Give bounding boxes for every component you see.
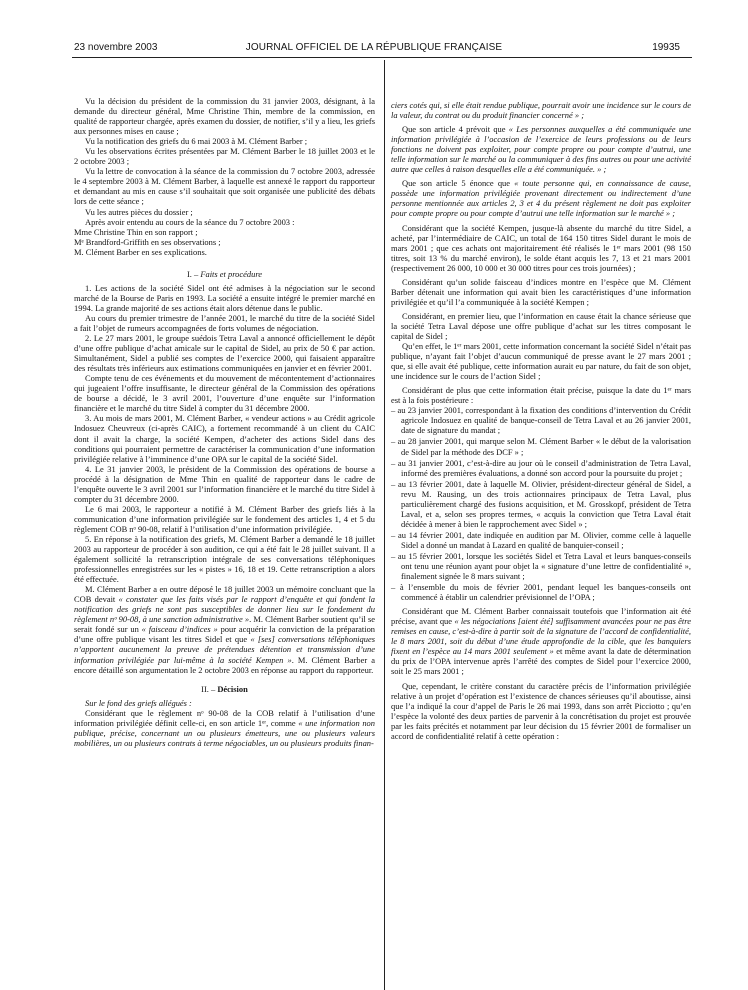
header-date: 23 novembre 2003: [74, 42, 158, 53]
visa-paragraph: Vu les observations écrites présentées par M. Clément Barber le 18 juillet 2003 et le 2 octobre 2003 ;: [74, 146, 375, 167]
section-title: Faits et procédure: [200, 268, 263, 279]
facts-paragraph: 2. Le 27 mars 2001, le groupe suédois Tetra Laval a annoncé officiellement le dépôt d’une offre publique d’achat amicale sur le capital de Sidel, au prix de 50 € par action. Simultanément, Sidel a publié ses comptes de l’exercice 2000, qui faisaient apparaître des résultats très inférieurs aux estimations communiquées en janvier et en février 2001.: [74, 333, 375, 374]
final-paragraph: Que, cependant, le critère constant du caractère précis de l’information privilégiée relative à un projet d’opération est l’existence de chances sérieuses qu’il aboutisse, ainsi que l’a indiqué la cour d’appel de Paris le 26 mai 1993, dans son arrêt Picciotto ; qu’en l’espèce la volonté des deux parties de parvenir à la concrétisation du projet est prouvée par les faits précités et notamment par leur décision du 15 février 2001 de formaliser un accord de confidentialité relatif à cette opération :: [391, 680, 691, 741]
column-divider: [384, 60, 385, 990]
visa-paragraph: Vu la décision du président de la commission du 31 janvier 2003, désignant, à la demande du directeur général, Mme Christine Thin, membre de la commission, en qualité de rapporteur chargée, après examen du dossier, de notifier, s’il y a lieu, les griefs aux personnes mises en cause ;: [74, 96, 375, 137]
considerant-text: Considérant que M. Clément Barber connaissait toutefois que l’information ait été précise, avant que: [391, 606, 691, 627]
article-4-paragraph: [391, 124, 691, 174]
list-item-text: au 14 février 2001, date indiquée en audition par M. Olivier, comme celle à laquelle Sidel a donné un mandat à Lazard en qualité de banquier-conseil ;: [398, 529, 691, 550]
reglement-quote: « une information non publique, précise, concernant un ou plusieurs émetteurs, une ou plusieurs valeurs mobilières, un ou plusieurs contrats à terme négociables, un ou plusieurs produits finan-: [74, 717, 375, 748]
list-item: – au 23 janvier 2001, correspondant à la fixation des conditions d’intervention du Crédit agricole Indosuez en qualité de banque-conseil de Tetra Laval et au 26 janvier 2001, date de signature du mandat ;: [391, 405, 691, 436]
list-item-text: à l’ensemble du mois de février 2001, pendant lequel les banques-conseils ont commencé à établir un calendrier prévisionnel de l’OPA ;: [399, 582, 691, 603]
visa-paragraph: Vu les autres pièces du dossier ;: [85, 206, 193, 217]
facts-paragraph: 1. Les actions de la société Sidel ont été admises à la négociation sur le second marché de la Bourse de Paris en 1993. La société a ensuite intégré le premier marché en 1994. La grande majorité de ses actions était alors détenue dans le public.: [74, 282, 375, 313]
list-item: – au 31 janvier 2001, c’est-à-dire au jour où le conseil d’administration de Tetra Laval, informé des premières évaluations, a donné son accord pour la poursuite du projet ;: [391, 457, 691, 478]
visa-paragraph: Après avoir entendu au cours de la séance du 7 octobre 2003 :: [85, 216, 295, 227]
article-5-paragraph: [391, 178, 691, 218]
considerant-paragraph: Qu’en effet, le 1ᵉʳ mars 2001, cette information concernant la société Sidel n’était pas publique, n’ayant fait l’objet d’aucun communiqué de presse avant le 27 mars 2001 ; que, si elle avait été publique, cette information aurait eu par nature, du fait de son objet, une incidence sur le cours de l’action Sidel ;: [391, 341, 691, 382]
article-quote: « toute personne qui, en connaissance de cause, possède une information privilégiée provenant directement ou indirectement d’une personne mentionnée aux articles 2, 3 et 4 du présent règlement ne doit pas exploiter pour compte propre ou pour compte d’autrui une telle information sur le marché » ;: [391, 178, 691, 219]
list-item-text: au 15 février 2001, lorsque les sociétés Sidel et Tetra Laval et leurs banques-conseils ont tenu une réunion ayant pour objet la « signature d’une lettre de confidentialité », finalement signée le 8 mars suivant ;: [397, 550, 691, 582]
right-column: [391, 100, 691, 741]
visa-paragraph: Vu la lettre de convocation à la séance de la commission du 7 octobre 2003, adressée le 4 septembre 2003 à M. Clément Barber, à laquelle est annexé le rapport du rapporteur et demandant au mis en cause s’il souhaitait que soit organisée une publicité des débats lors de cette séance ;: [74, 166, 375, 207]
article-quote: « Les personnes auxquelles a été communiquée une information privilégiée à l’occasion de l’exercice de leurs professions ou de leurs fonctions ne doivent pas exploiter, pour compte propre ou pour compte d’autrui, une telle information sur le marché ou la communiquer à des fins autres ou pour une activité autre que celles à raison desquelles elle a été communiquée. » ;: [391, 124, 691, 175]
memoire-text: . M. Clément Barber soutient qu’il se serait fondé sur un: [74, 614, 375, 635]
reglement-text: Considérant que le règlement nᵒ 90-08 de la COB relatif à l’utilisation d’une information privilégiée définit celle-ci, en son article 1ᵉʳ, comme: [74, 707, 375, 728]
list-item-text: au 13 février 2001, date à laquelle M. Olivier, président-directeur général de Sidel, a revu M. Rausing, un des trois actionnaires principaux de Tetra Laval, plus particulièrement chargé des fusions acquisition, et M. Grosskopf, président de Tetra Laval, et a, selon ses propres termes, « acquis la conviction que Tetra Laval était décidée à mener à bien le rapprochement avec Sidel » ;: [397, 478, 691, 529]
article-text: Que son article 5 énonce que: [402, 178, 515, 189]
memoire-quote: « [ses] conversations téléphoniques n’apportent aucunement la preuve de prétendues détention et transmission d’une information privilégiée par lui-même à la société Kempen »: [74, 634, 375, 665]
subheading: Sur le fond des griefs allégués :: [85, 697, 192, 708]
article-text: Que son article 4 prévoit que: [402, 124, 509, 135]
section-heading-facts: [74, 269, 375, 279]
visa-paragraph: Vu la notification des griefs du 6 mai 2003 à M. Clément Barber ;: [85, 136, 308, 147]
facts-paragraph: Au cours du premier trimestre de l’année 2001, le marché du titre de la société Sidel a fait l’objet de rumeurs accompagnées de forts volumes de négociation.: [74, 312, 375, 333]
memoire-quote: « constater que les faits visés par le rapport d’enquête et qui fondent la notification des griefs ne sont pas susceptibles de donner lieu sur le fondement du règlement nᵒ 90-08, à une sanction administrative »: [74, 594, 375, 625]
heard-item: Mᵉ Brandford-Griffith en ses observations ;: [74, 236, 221, 247]
list-item: – à l’ensemble du mois de février 2001, pendant lequel les banques-conseils ont commencé à établir un calendrier prévisionnel de l’OPA ;: [391, 582, 691, 603]
memoire-text: pour acquérir la conviction de la préparation d’une offre publique visant les titres Sidel et que: [74, 624, 376, 645]
list-item-text: au 28 janvier 2001, qui marque selon M. Clément Barber « le début de la valorisation de Sidel par la méthode des DCF » ;: [397, 436, 691, 457]
considerant-paragraph: Considérant de plus que cette information était précise, puisque la date du 1ᵉʳ mars est à la fois postérieure :: [391, 385, 691, 406]
quote-continuation: ciers cotés qui, si elle était rendue publique, pourrait avoir une incidence sur le cours de la valeur, du contrat ou du produit financier concerné » ;: [391, 100, 691, 121]
section-number: II. –: [201, 683, 216, 694]
considerant-text: et même avant la date de détermination du prix de l’OPA intervenue après l’arrêté des comptes de Sidel pour l’exercice 2000, soit le 25 mars 2001 ;: [391, 646, 691, 677]
header-page-number: 19935: [652, 42, 680, 53]
reglement-paragraph: [74, 708, 375, 748]
list-item: – au 28 janvier 2001, qui marque selon M. Clément Barber « le début de la valorisation de Sidel par la méthode des DCF » ;: [391, 436, 691, 457]
heard-item: M. Clément Barber en ses explications.: [74, 246, 207, 257]
header-title: JOURNAL OFFICIEL DE LA RÉPUBLIQUE FRANÇAISE: [245, 42, 503, 53]
list-item-text: au 23 janvier 2001, correspondant à la fixation des conditions d’intervention du Crédit agricole Indosuez en qualité de banque-conseil de Tetra Laval et au 26 janvier 2001, date de signature du mandat ;: [397, 405, 691, 436]
facts-paragraph: 3. Au mois de mars 2001, M. Clément Barber, « vendeur actions » au Crédit agricole Indosuez Cheuvreux (ci-après CAIC), a fortement recommandé à un client du CAIC dont il avait la charge, la société Kempen, d’acheter des actions Sidel dans des conditions qui pourraient permettre de caractériser la communication d’une information privilégiée relative à l’imminence d’une OPA sur le capital de la société Sidel.: [74, 413, 375, 464]
section-heading-decision: [74, 684, 375, 694]
section-title: Décision: [217, 683, 248, 694]
left-column: [74, 96, 375, 748]
list-item: – au 15 février 2001, lorsque les sociétés Sidel et Tetra Laval et leurs banques-conseils ont tenu une réunion ayant pour objet la « signature d’une lettre de confidentialité », finalement signée le 8 mars suivant ;: [391, 550, 691, 582]
memoire-paragraph: [74, 584, 375, 674]
memoire-text: . M. Clément Barber a encore détaillé son argumentation le 2 octobre 2003 en réponse au rapport du rapporteur.: [74, 654, 375, 675]
list-item-text: au 31 janvier 2001, c’est-à-dire au jour où le conseil d’administration de Tetra Laval, informé des premières évaluations, a donné son accord pour la poursuite du projet ;: [397, 457, 691, 478]
considerant-quote: « les négociations [aient été] suffisamment avancées pour ne pas être remises en cause, c’est-à-dire à partir soit de la signature de l’accord de confidentialité, le 8 mars 2001, soit du début d’une étude approfondie de la cible, que les banquiers fixent en l’espèce au 14 mars 2001 seulement »: [391, 616, 691, 657]
considerant-paragraph: Considérant qu’un solide faisceau d’indices montre en l’espèce que M. Clément Barber détenait une information qui avait bien les caractéristiques d’une information privilégiée et qu’il l’a communiquée à la société Kempen ;: [391, 276, 691, 307]
header-rule: [72, 57, 692, 58]
considerant-paragraph: Considérant, en premier lieu, que l’information en cause était la chance sérieuse que la société Tetra Laval dépose une offre publique d’achat sur les titres composant le capital de Sidel ;: [391, 310, 691, 341]
list-item: – au 14 février 2001, date indiquée en audition par M. Olivier, comme celle à laquelle Sidel a donné un mandat à Lazard en qualité de banquier-conseil ;: [391, 529, 691, 550]
considerant-barber-paragraph: [391, 606, 691, 676]
facts-paragraph: 4. Le 31 janvier 2003, le président de la Commission des opérations de bourse a procédé à la désignation de Mme Thin en qualité de rapporteur dans le cadre de l’enquête ouverte le 3 avril 2001 sur l’information financière et le marché du titre Sidel à compter du 31 décembre 2000.: [74, 463, 375, 504]
facts-paragraph: 5. En réponse à la notification des griefs, M. Clément Barber a demandé le 18 juillet 2003 au rapporteur de procéder à son audition, ce qui a été fait le 28 juillet suivant. Il a également sollicité la retranscription intégrale de ses conversations téléphoniques professionnelles enregistrées sur les « pistes » 16, 18 et 19. Cette retranscription a alors été effectuée.: [74, 533, 375, 585]
considerant-paragraph: Considérant que la société Kempen, jusque-là absente du marché du titre Sidel, a acheté, par l’intermédiaire de CAIC, un total de 164 150 titres Sidel durant le mois de mars 2001 ; que ces achats ont majoritairement été réalisés le 1ᵉʳ mars 2001 (98 150 titres, soit 13 % du marché environ), le solde étant acquis les 7, 13 et 21 mars 2001 (respectivement 26 000, 10 000 et 30 000 titres pour ces trois journées) ;: [391, 222, 691, 273]
memoire-quote: « faisceau d’indices »: [141, 624, 218, 635]
list-item: – au 13 février 2001, date à laquelle M. Olivier, président-directeur général de Sidel, a revu M. Rausing, un des trois actionnaires principaux de Tetra Laval, plus particulièrement chargé des fusions acquisition, et M. Grosskopf, président de Tetra Laval, et a, selon ses propres termes, « acquis la conviction que Tetra Laval était décidée à mener à bien le rapprochement avec Sidel » ;: [391, 478, 691, 529]
facts-paragraph: Compte tenu de ces événements et du mouvement de mécontentement d’actionnaires qui jugeaient l’offre insuffisante, le directeur général de la Commission des opérations de bourse a décidé, le 3 avril 2001, l’ouverture d’une enquête sur l’information financière et le marché du titre Sidel à compter du 31 décembre 2000.: [74, 373, 375, 414]
memoire-text: M. Clément Barber a en outre déposé le 18 juillet 2003 un mémoire concluant que la COB devait: [74, 584, 375, 605]
heard-item: Mme Christine Thin en son rapport ;: [74, 226, 198, 237]
section-number: I. –: [186, 268, 199, 279]
facts-paragraph: Le 6 mai 2003, le rapporteur a notifié à M. Clément Barber des griefs liés à la communication d’une information privilégiée sur le fondement des articles 1, 4 et 5 du règlement COB nᵒ 90-08, relatif à l’utilisation d’une information privilégiée.: [74, 503, 375, 534]
